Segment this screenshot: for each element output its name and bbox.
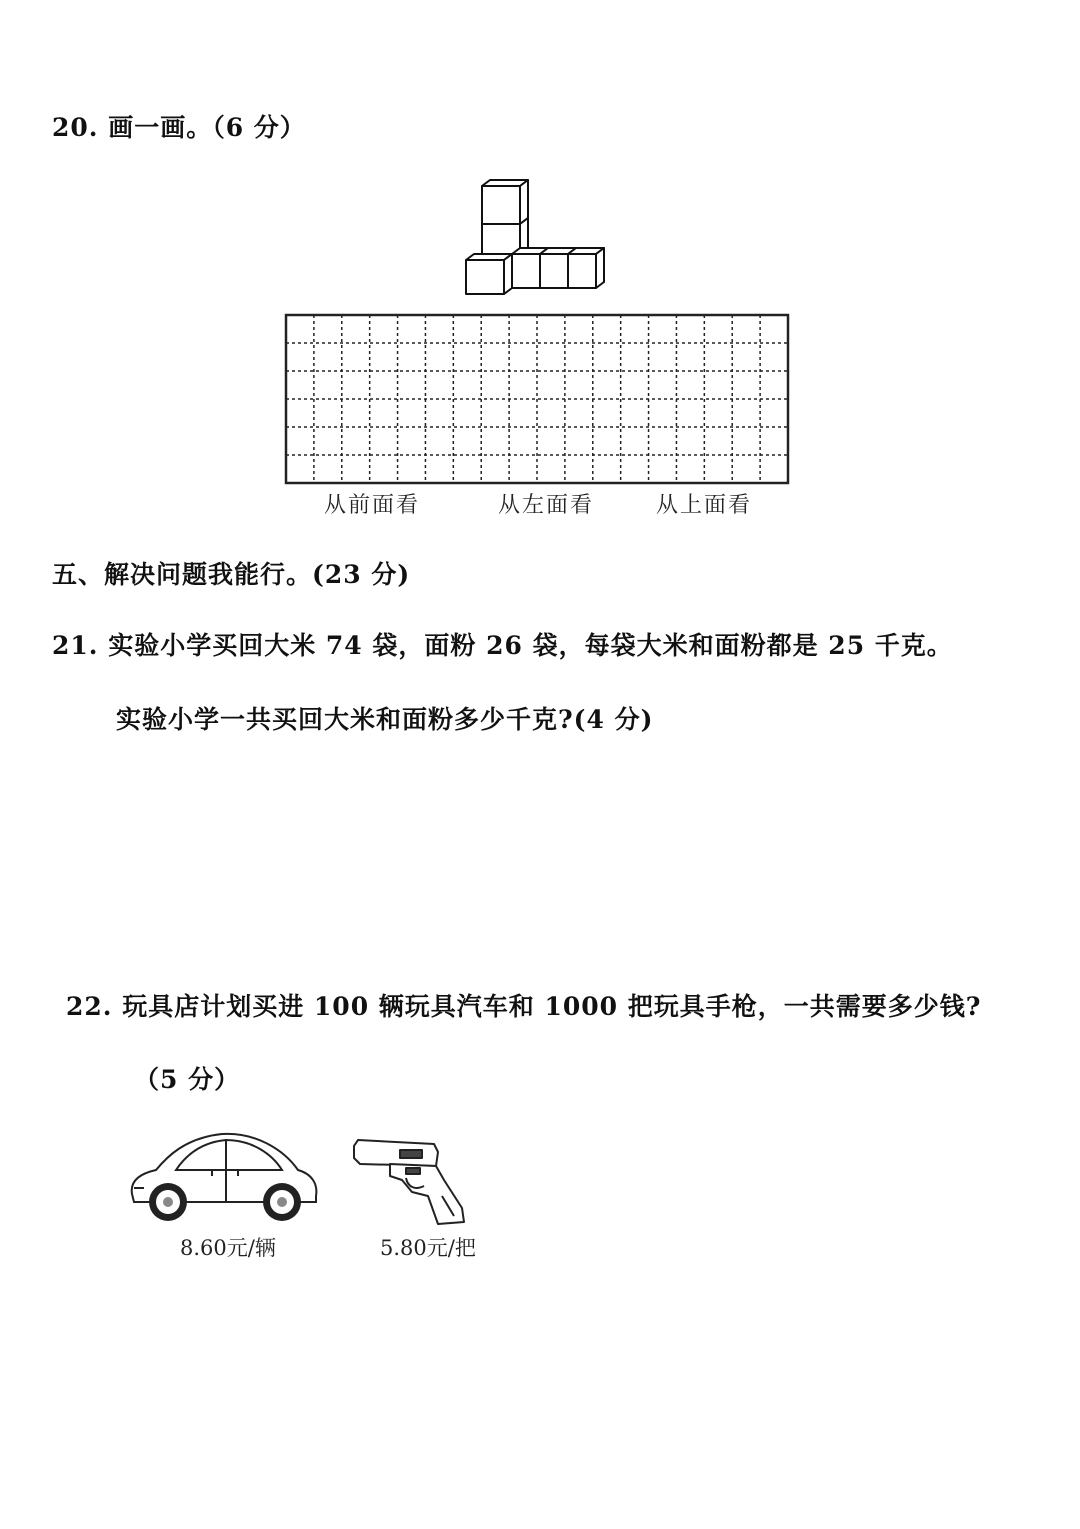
section-5-title: 五、解决问题我能行。(23 分) bbox=[52, 560, 411, 589]
question-20-title: 20. 画一画。（6 分） bbox=[52, 113, 306, 142]
left-view-label: 从左面看 bbox=[498, 493, 595, 518]
toy-car-icon bbox=[126, 1130, 320, 1226]
toy-gun-icon bbox=[350, 1136, 470, 1228]
question-21-line-2: 实验小学一共买回大米和面粉多少千克?(4 分) bbox=[116, 705, 654, 734]
question-22-line-1: 22. 玩具店计划买进 100 辆玩具汽车和 1000 把玩具手枪，一共需要多少钱? bbox=[66, 992, 982, 1021]
car-price-label: 8.60元/辆 bbox=[180, 1236, 276, 1260]
question-22-line-2: （5 分） bbox=[134, 1065, 241, 1094]
drawing-grid[interactable] bbox=[284, 313, 790, 485]
gun-price-label: 5.80元/把 bbox=[380, 1236, 476, 1260]
question-21-line-1: 21. 实验小学买回大米 74 袋，面粉 26 袋，每袋大米和面粉都是 25 千克。 bbox=[52, 631, 953, 660]
cube-stack-figure bbox=[460, 176, 612, 300]
front-view-label: 从前面看 bbox=[324, 493, 421, 518]
top-view-label: 从上面看 bbox=[656, 493, 753, 518]
